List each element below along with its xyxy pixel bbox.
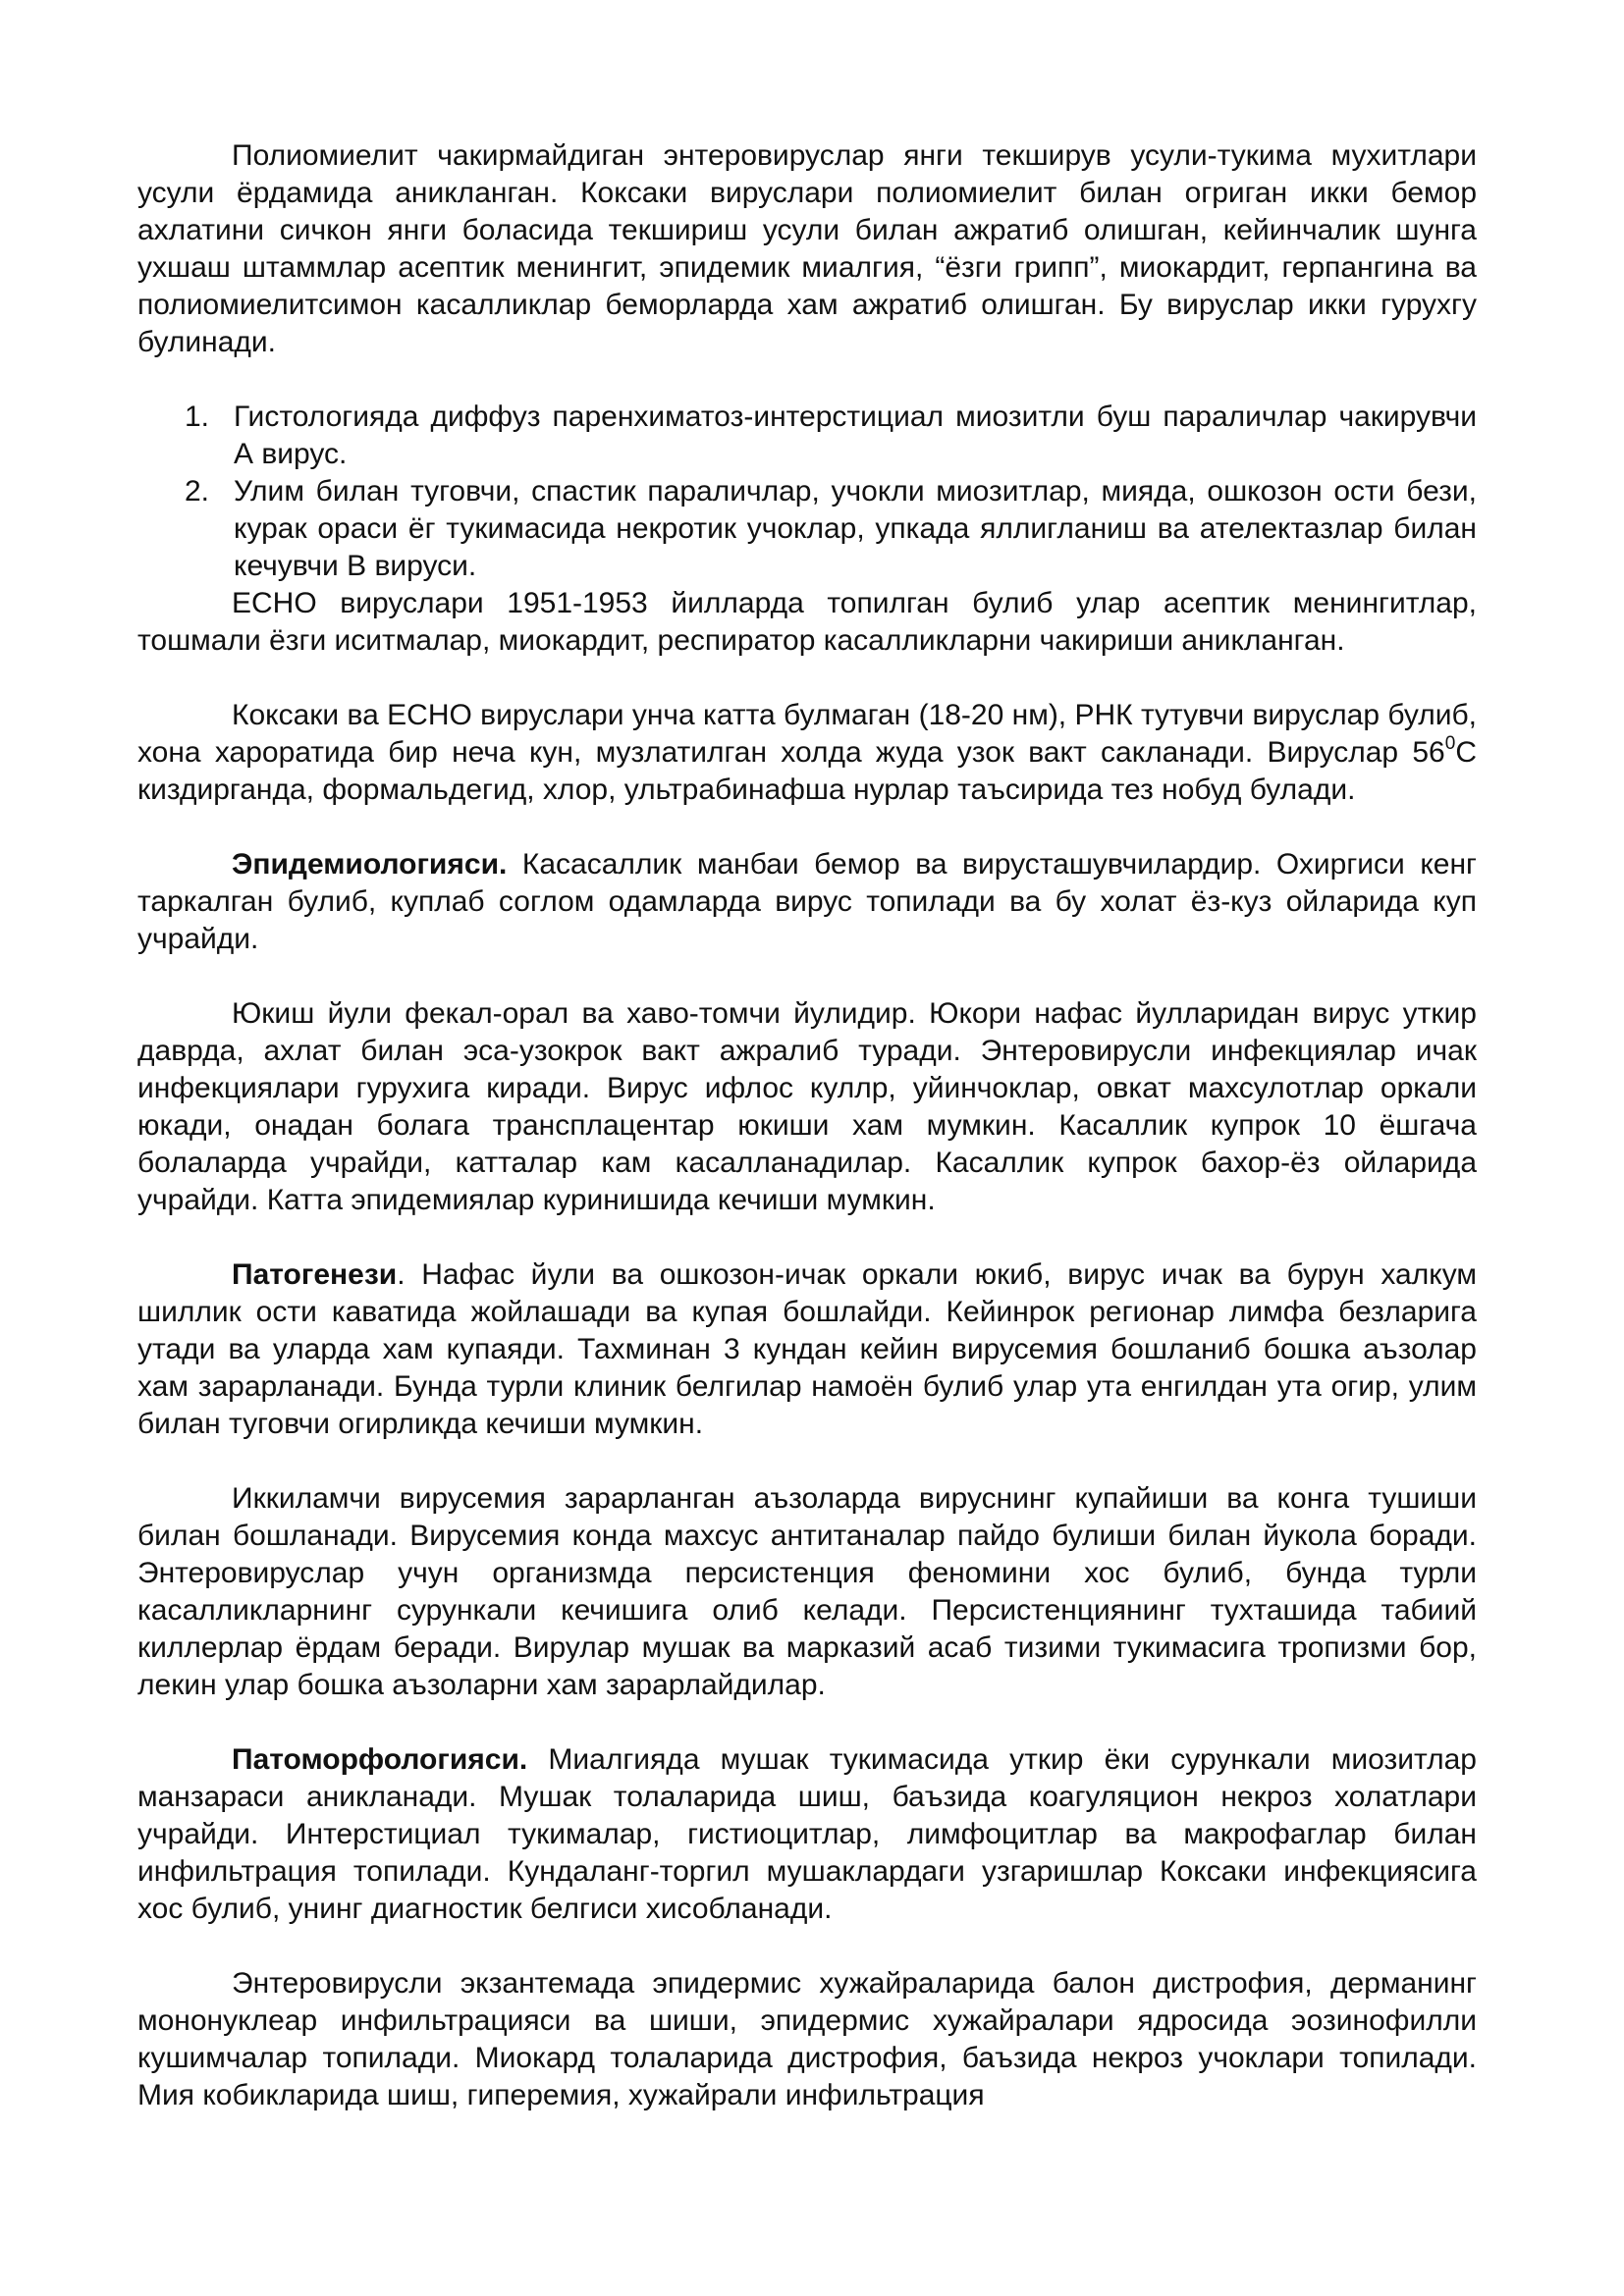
pathomorphology-heading: Патоморфологияси. <box>232 1743 528 1776</box>
epidemiology-text: Касасаллик манбаи бемор ва вирусташувчилардир. Охиргиси кенг таркалган булиб, куплаб соглом одамларда вирус топилади ва бу холат ёз-куз ойларида куп учрайди. <box>137 848 1477 955</box>
intro-paragraph: Полиомиелит чакирмайдиган энтеровируслар янги текширув усули-тукима мухитлари усули ёрдамида аникланган. Коксаки вируслари полиомиелит билан огриган икки бемор ахлатини сичкон янги боласида текшириш усули билан ажратиб олишган, кейинчалик шунга ухшаш штаммлар асептик менингит, эпидемик миалгия, “ёзги грипп”, миокардит, герпангина ва полиомиелитсимон касалликлар беморларда хам ажратиб олишган. Бу вируслар икки гурухгу булинади. <box>137 139 1477 358</box>
virus-properties-paragraph <box>137 697 1477 809</box>
list-item-text: Улим билан туговчи, спастик параличлар, учокли миозитлар, мияда, ошкозон ости бези, курак ораси ёг тукимасида некротик учоклар, упкада яллигланиш ва ателектазлар билан кечувчи В вируси. <box>234 475 1477 582</box>
pathogenesis-heading: Патогенези <box>232 1258 398 1291</box>
pathogenesis-text: . Нафас йули ва ошкозон-ичак оркали юкиб, вирус ичак ва бурун халкум шиллик ости каватида жойлашади ва купая бошлайди. Кейинрок регионар лимфа безларига утади ва уларда хам купаяди. Тахминан 3 кундан кейин вирусемия бошланиб бошка аъзолар хам зарарланади. Бунда турли клиник белгилар намоён булиб улар ута енгилдан ута огир, улим билан туговчи огирликда кечиши мумкин. <box>137 1258 1477 1440</box>
transmission-paragraph: Юкиш йули фекал-орал ва хаво-томчи йулидир. Юкори нафас йулларидан вирус уткир даврда, ахлат билан эса-узокрок вакт ажралиб туради. Энтеровирусли инфекциялар ичак инфекциялари гурухига киради. Вирус ифлос куллр, уйинчоклар, овкат махсулотлар оркали юкади, онадан болага трансплацентар юкиши хам мумкин. Касаллик купрок 10 ёшгача болаларда учрайди, катталар кам касалланадилар. Касаллик купрок бахор-ёз ойларида учрайди. Катта эпидемиялар куринишида кечиши мумкин. <box>137 997 1477 1216</box>
list-item-number: 1. <box>185 400 210 433</box>
properties-text-start: Коксаки ва ЕСНО вируслари унча катта булмаган (18-20 нм), РНК тутувчи вируслар булиб, хона хароратида бир неча кун, музлатилган холда жуда узок вакт сакланади. Вируслар 56 <box>137 699 1477 769</box>
properties-text-end: С киздирганда, формальдегид, хлор, ультрабинафша нурлар таъсирида тез нобуд булади. <box>137 736 1477 806</box>
virus-group-list <box>137 399 1477 585</box>
list-item-text: Гистологияда диффуз паренхиматоз-интерстициал миозитли буш параличлар чакирувчи А вирус. <box>234 400 1477 470</box>
pathomorphology-paragraph <box>137 1741 1477 1928</box>
exanthem-paragraph: Энтеровирусли экзантемада эпидермис хужайраларида балон дистрофия, дерманинг мононуклеар инфильтрацияси ва шиши, эпидермис хужайралари ядросида эозинофилли кушимчалар топилади. Миокард толаларида дистрофия, баъзида некроз учоклари топилади. Мия кобикларида шиш, гиперемия, хужайрали инфильтрация <box>137 1967 1477 2111</box>
list-item <box>137 399 1477 473</box>
echo-paragraph: ЕСНО вируслари 1951-1953 йилларда топилган булиб улар асептик менингитлар, тошмали ёзги иситмалар, миокардит, респиратор касалликларни чакириши аникланган. <box>137 587 1477 657</box>
epidemiology-heading: Эпидемиологияси. <box>232 848 508 881</box>
epidemiology-paragraph <box>137 846 1477 958</box>
degree-superscript: 0 <box>1444 733 1456 754</box>
secondary-viremia-paragraph: Иккиламчи вирусемия зарарланган аъзоларда вируснинг купайиши ва конга тушиши билан бошланади. Вирусемия конда махсус антитаналар пайдо булиши билан йукола боради. Энтеровируслар учун организмда персистенция феномини хос булиб, бунда турли касалликларнинг сурункали кечишига олиб келади. Персистенциянинг тухташида табиий киллерлар ёрдам беради. Вирулар мушак ва марказий асаб тизими тукимасига тропизми бор, лекин улар бошка аъзоларни хам зарарлайдилар. <box>137 1482 1477 1701</box>
pathogenesis-paragraph <box>137 1256 1477 1443</box>
list-item <box>137 473 1477 585</box>
pathomorphology-text: Миалгияда мушак тукимасида уткир ёки сурункали миозитлар манзараси аникланади. Мушак толаларида шиш, баъзида коагуляцион некроз холатлари учрайди. Интерстициал тукималар, гистиоцитлар, лимфоцитлар ва макрофаглар билан инфильтрация топилади. Кундаланг-торгил мушаклардаги узгаришлар Коксаки инфекциясига хос булиб, унинг диагностик белгиси хисобланади. <box>137 1743 1477 1925</box>
document-page <box>137 137 1477 2114</box>
list-item-number: 2. <box>185 475 210 507</box>
